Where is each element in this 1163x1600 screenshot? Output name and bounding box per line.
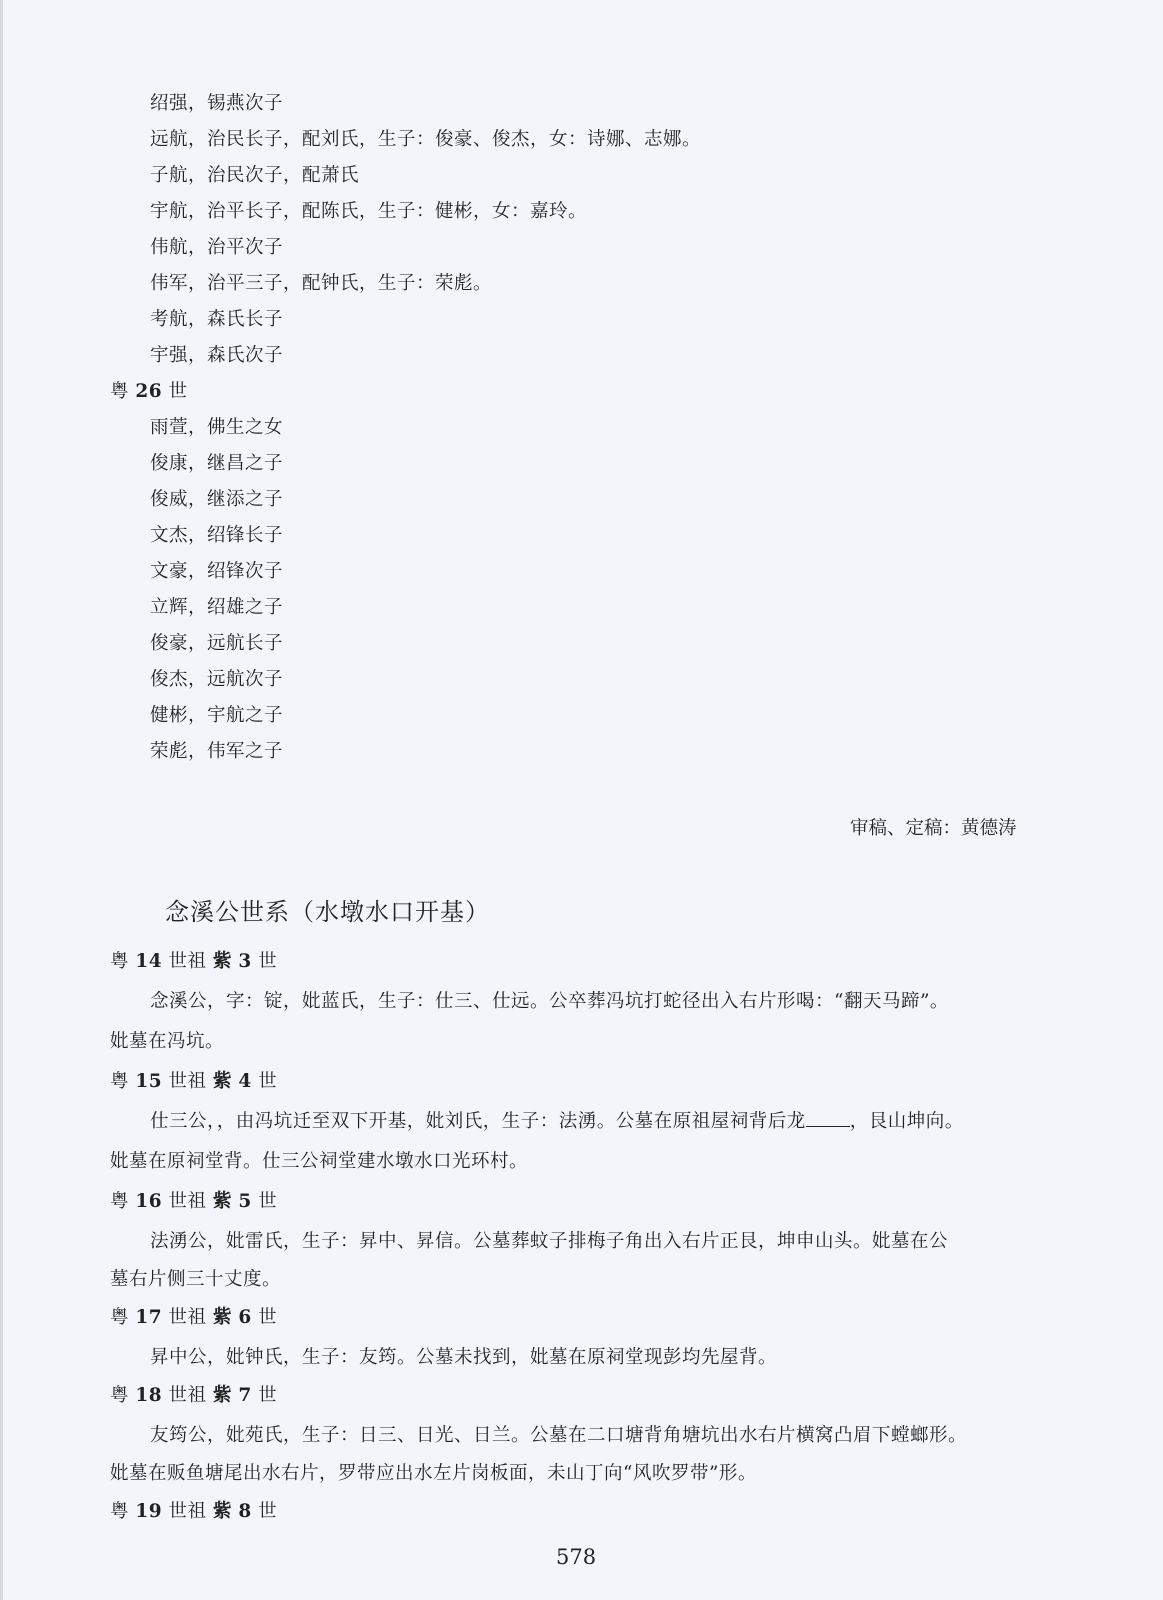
gen-suffix: 世 xyxy=(258,1385,278,1406)
gen-zi: 紫 xyxy=(212,1071,232,1092)
generation-heading xyxy=(110,1070,277,1094)
gen-zi: 紫 xyxy=(212,1191,232,1212)
gen-number: 16 xyxy=(135,1191,163,1212)
paragraph-line: 妣墓在原祠堂背。仕三公祠堂建水墩水口光环村。 xyxy=(110,1151,529,1172)
gen-suffix: 世 xyxy=(168,381,188,402)
gen-zi-number: 8 xyxy=(238,1501,252,1522)
entry-line: 远航，治民长子，配刘氏，生子：俊豪、俊杰，女：诗娜、志娜。 xyxy=(150,129,702,150)
gen-prefix: 粤 xyxy=(110,1501,130,1522)
paragraph-line: 友筠公，妣苑氏，生子：日三、日光、日兰。公墓在二口塘背角塘坑出水右片横窝凸眉下螳螂形。 xyxy=(150,1425,968,1446)
entry-line: 俊杰，远航次子 xyxy=(150,669,284,690)
gen-zu: 世祖 xyxy=(168,951,207,972)
gen-prefix: 粤 xyxy=(110,381,130,402)
gen-prefix: 粤 xyxy=(110,1191,130,1212)
entry-line: 伟军，治平三子，配钟氏，生子：荣彪。 xyxy=(150,273,493,294)
entry-line: 考航，森氏长子 xyxy=(150,309,284,330)
gen-zi-number: 3 xyxy=(238,951,252,972)
gen-zi-number: 6 xyxy=(238,1307,252,1328)
entry-line: 伟航，治平次子 xyxy=(150,237,284,258)
entry-line: 立辉，绍雄之子 xyxy=(150,597,284,618)
entry-line: 宇航，治平长子，配陈氏，生子：健彬，女：嘉玲。 xyxy=(150,201,588,222)
entry-line: 雨萱，佛生之女 xyxy=(150,417,284,438)
paragraph-text: ，艮山坤向。 xyxy=(849,1111,964,1132)
gen-suffix: 世 xyxy=(258,1501,278,1522)
entry-line: 俊威，继添之子 xyxy=(150,489,284,510)
generation-heading xyxy=(110,1384,277,1408)
gen-zu: 世祖 xyxy=(168,1501,207,1522)
paragraph-line: 墓右片侧三十丈度。 xyxy=(110,1269,282,1290)
gen-number: 26 xyxy=(135,381,163,402)
gen-suffix: 世 xyxy=(258,951,278,972)
entry-line: 俊豪，远航长子 xyxy=(150,633,284,654)
gen-zu: 世祖 xyxy=(168,1307,207,1328)
entry-line: 文豪，绍锋次子 xyxy=(150,561,284,582)
gen-zu: 世祖 xyxy=(168,1071,207,1092)
gen-zi-number: 7 xyxy=(238,1385,252,1406)
scan-edge xyxy=(0,0,3,1600)
gen-suffix: 世 xyxy=(258,1071,278,1092)
paragraph-line: 昇中公，妣钟氏，生子：友筠。公墓未找到，妣墓在原祠堂现彭均先屋背。 xyxy=(150,1347,778,1368)
paragraph-line: 念溪公，字：锭，妣蓝氏，生子：仕三、仕远。公卒葬冯坑打蛇径出入右片形喝：“翻天马蹄”。 xyxy=(150,991,949,1012)
entry-line: 俊康，继昌之子 xyxy=(150,453,284,474)
paragraph-text: 仕三公，，由冯坑迁至双下开基，妣刘氏，生子：法湧。公墓在原祖屋祠背后龙 xyxy=(150,1111,806,1132)
generation-heading xyxy=(110,1500,277,1524)
entry-line: 文杰，绍锋长子 xyxy=(150,525,284,546)
gen-number: 15 xyxy=(135,1071,163,1092)
gen-zi-number: 4 xyxy=(238,1071,252,1092)
gen-suffix: 世 xyxy=(258,1191,278,1212)
entry-line: 子航，治民次子，配萧氏 xyxy=(150,165,360,186)
gen-prefix: 粤 xyxy=(110,1071,130,1092)
gen-zu: 世祖 xyxy=(168,1385,207,1406)
blank-underline xyxy=(806,1110,850,1127)
gen-zu: 世祖 xyxy=(168,1191,207,1212)
paragraph-line xyxy=(150,1110,964,1134)
gen-zi-number: 5 xyxy=(238,1191,252,1212)
gen-number: 18 xyxy=(135,1385,163,1406)
gen-number: 14 xyxy=(135,951,163,972)
gen-zi: 紫 xyxy=(212,1385,232,1406)
generation-heading xyxy=(110,380,188,404)
paragraph-line: 法湧公，妣雷氏，生子：昇中、昇信。公墓葬蚊子排梅子角出入右片正艮，坤申山头。妣墓在公 xyxy=(150,1231,949,1252)
gen-prefix: 粤 xyxy=(110,1385,130,1406)
entry-line: 荣彪，伟军之子 xyxy=(150,741,284,762)
section-title: 念溪公世系（水墩水口开基） xyxy=(165,898,490,926)
entry-line: 健彬，宇航之子 xyxy=(150,705,284,726)
gen-zi: 紫 xyxy=(212,1501,232,1522)
paragraph-line: 妣墓在贩鱼塘尾出水右片，罗带应出水左片岗板面，未山丁向“风吹罗带”形。 xyxy=(110,1463,757,1484)
entry-line: 宇强，森氏次子 xyxy=(150,345,284,366)
gen-prefix: 粤 xyxy=(110,1307,130,1328)
gen-number: 17 xyxy=(135,1307,163,1328)
gen-zi: 紫 xyxy=(212,1307,232,1328)
gen-suffix: 世 xyxy=(258,1307,278,1328)
generation-heading xyxy=(110,1306,277,1330)
gen-number: 19 xyxy=(135,1501,163,1522)
page-number: 578 xyxy=(556,1545,597,1569)
entry-line: 绍强，锡燕次子 xyxy=(150,93,284,114)
reviewer-credit: 审稿、定稿：黄德涛 xyxy=(850,818,1017,839)
generation-heading xyxy=(110,1190,277,1214)
generation-heading xyxy=(110,950,277,974)
paragraph-line: 妣墓在冯坑。 xyxy=(110,1031,225,1052)
gen-prefix: 粤 xyxy=(110,951,130,972)
gen-zi: 紫 xyxy=(212,951,232,972)
